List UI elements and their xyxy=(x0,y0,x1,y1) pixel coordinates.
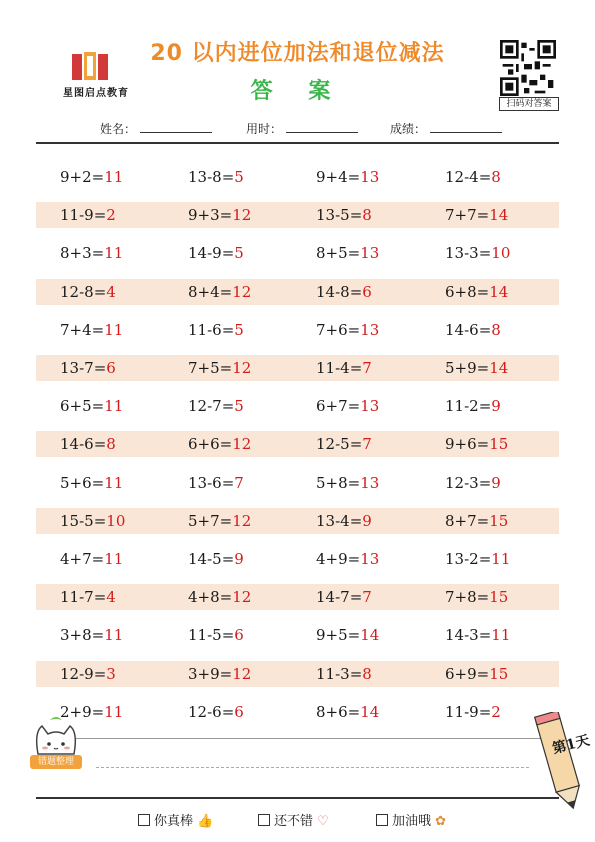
problem-expression: 7+8= xyxy=(445,588,490,607)
rating-great-label: 你真棒 xyxy=(154,814,194,829)
problem-expression: 5+8= xyxy=(316,473,361,492)
problem-answer: 13 xyxy=(360,320,380,339)
problem-expression: 12-8= xyxy=(60,282,107,301)
problem-expression: 9+3= xyxy=(188,206,233,225)
problem-answer: 2 xyxy=(491,702,501,721)
problem-item xyxy=(188,546,244,572)
problem-item xyxy=(188,355,251,381)
problem-row xyxy=(36,622,559,648)
score-blank[interactable] xyxy=(430,122,502,133)
problem-expression: 14-3= xyxy=(445,626,492,645)
problem-answer: 15 xyxy=(489,511,509,530)
problem-answer: 11 xyxy=(104,397,124,416)
problem-expression: 12-4= xyxy=(445,168,492,186)
qr-label: 扫码对答案 xyxy=(499,97,559,111)
problem-item xyxy=(316,584,372,610)
checkbox-good[interactable] xyxy=(258,814,270,826)
problem-expression: 12-7= xyxy=(188,397,235,416)
problem-row xyxy=(36,508,559,534)
checkbox-great[interactable] xyxy=(138,814,150,826)
problem-item xyxy=(316,164,379,190)
problem-answer: 6 xyxy=(362,282,372,301)
problem-answer: 11 xyxy=(491,550,511,568)
problem-answer: 14 xyxy=(360,702,380,721)
problem-item xyxy=(188,317,244,343)
thumbs-up-icon: 👍 xyxy=(197,814,214,829)
qr-code-icon xyxy=(500,40,556,96)
problem-item xyxy=(316,546,379,572)
problem-expression: 8+5= xyxy=(316,244,361,263)
problem-expression: 5+9= xyxy=(445,359,490,377)
problem-row xyxy=(36,584,559,610)
problem-answer: 4 xyxy=(106,588,116,607)
problem-row xyxy=(36,240,559,266)
problem-item xyxy=(188,164,244,190)
problem-answer: 8 xyxy=(362,206,372,225)
name-field[interactable] xyxy=(100,120,212,137)
problem-expression: 14-6= xyxy=(445,320,492,339)
problem-answer: 11 xyxy=(104,550,124,568)
problem-item xyxy=(316,431,372,457)
problem-item xyxy=(445,699,501,725)
problem-answer: 9 xyxy=(362,511,372,530)
problem-answer: 11 xyxy=(491,626,511,645)
problem-answer: 6 xyxy=(234,626,244,645)
problem-expression: 13-6= xyxy=(188,473,235,492)
problem-row xyxy=(36,393,559,419)
problem-expression: 12-5= xyxy=(316,435,363,454)
page-title: 20 以内进位加法和退位减法 xyxy=(150,41,445,66)
time-blank[interactable] xyxy=(286,122,358,133)
name-blank[interactable] xyxy=(140,122,212,133)
bird-icon: ✿ xyxy=(435,814,447,829)
problem-item xyxy=(445,202,508,228)
problem-item xyxy=(188,699,244,725)
problem-expression: 6+8= xyxy=(445,282,490,301)
problem-item xyxy=(445,317,501,343)
problem-answer: 10 xyxy=(106,511,126,530)
rating-good-label: 还不错 xyxy=(274,814,314,829)
problem-expression: 14-8= xyxy=(316,282,363,301)
problem-item xyxy=(445,279,508,305)
problem-expression: 6+5= xyxy=(60,397,105,416)
page-subtitle: 答 案 xyxy=(250,79,345,104)
problem-expression: 6+6= xyxy=(188,435,233,454)
problem-item xyxy=(316,622,379,648)
problem-answer: 10 xyxy=(491,244,511,263)
problem-expression: 7+4= xyxy=(60,320,105,339)
problem-expression: 11-2= xyxy=(445,397,492,416)
problem-answer: 11 xyxy=(104,320,124,339)
problem-item xyxy=(316,508,372,534)
problem-item xyxy=(188,622,244,648)
problem-item xyxy=(445,622,510,648)
problem-answer: 12 xyxy=(232,588,252,607)
problem-row xyxy=(36,355,559,381)
problem-item xyxy=(445,240,510,266)
problem-expression: 13-7= xyxy=(60,359,107,377)
problem-item xyxy=(188,470,244,496)
problem-item xyxy=(60,164,123,190)
problem-answer: 9 xyxy=(491,473,501,492)
problem-item xyxy=(188,508,251,534)
problem-expression: 11-6= xyxy=(188,320,235,339)
problem-item xyxy=(316,240,379,266)
problem-expression: 7+6= xyxy=(316,320,361,339)
problem-answer: 11 xyxy=(104,473,124,492)
heart-icon: ♡ xyxy=(317,814,329,829)
problem-answer: 5 xyxy=(234,244,244,263)
brand-name: 星图启点教育 xyxy=(63,88,129,99)
problem-expression: 12-9= xyxy=(60,664,107,683)
problem-answer: 11 xyxy=(104,626,124,645)
problem-item xyxy=(445,431,508,457)
problem-answer: 12 xyxy=(232,664,252,683)
problem-answer: 8 xyxy=(106,435,116,454)
problem-item xyxy=(60,393,123,419)
problem-answer: 7 xyxy=(362,359,372,377)
problem-answer: 15 xyxy=(489,664,509,683)
rating-option-keep-going[interactable] xyxy=(376,810,446,829)
problem-item xyxy=(445,164,501,190)
time-label: 用时： xyxy=(246,122,283,136)
problem-row xyxy=(36,164,559,190)
problem-expression: 4+8= xyxy=(188,588,233,607)
problem-item xyxy=(60,317,123,343)
problem-answer: 5 xyxy=(234,168,244,186)
problem-answer: 11 xyxy=(104,702,124,721)
problem-answer: 3 xyxy=(106,664,116,683)
problem-item xyxy=(445,470,501,496)
problem-item xyxy=(60,661,116,687)
problem-answer: 14 xyxy=(489,282,509,301)
problem-answer: 9 xyxy=(234,550,244,568)
problem-expression: 4+7= xyxy=(60,550,105,568)
problem-item xyxy=(60,202,116,228)
problem-expression: 13-3= xyxy=(445,244,492,263)
score-label: 成绩： xyxy=(390,122,427,136)
problem-expression: 5+6= xyxy=(60,473,105,492)
day-label: 第1天 xyxy=(550,732,592,758)
problem-item xyxy=(60,584,116,610)
problem-expression: 11-7= xyxy=(60,588,107,607)
problem-item xyxy=(60,508,125,534)
problem-item xyxy=(60,546,123,572)
problem-item xyxy=(60,240,123,266)
header-divider xyxy=(36,142,559,144)
problem-expression: 14-9= xyxy=(188,244,235,263)
problem-item xyxy=(188,584,251,610)
problem-item xyxy=(445,393,501,419)
problem-expression: 13-8= xyxy=(188,168,235,186)
problem-answer: 7 xyxy=(234,473,244,492)
rating-option-good[interactable] xyxy=(258,810,329,829)
problem-item xyxy=(316,470,379,496)
problem-item xyxy=(316,393,379,419)
problem-expression: 3+8= xyxy=(60,626,105,645)
problem-item xyxy=(316,661,372,687)
problem-expression: 2+9= xyxy=(60,702,105,721)
problem-item xyxy=(445,546,510,572)
problem-answer: 12 xyxy=(232,359,252,377)
problem-answer: 13 xyxy=(360,550,380,568)
problem-row xyxy=(36,470,559,496)
problem-answer: 4 xyxy=(106,282,116,301)
problem-expression: 11-9= xyxy=(60,206,107,225)
problem-answer: 13 xyxy=(360,168,380,186)
problem-item xyxy=(188,393,244,419)
problem-expression: 8+4= xyxy=(188,282,233,301)
problem-expression: 11-3= xyxy=(316,664,363,683)
problem-expression: 11-5= xyxy=(188,626,235,645)
problem-answer: 7 xyxy=(362,435,372,454)
problem-item xyxy=(188,431,251,457)
problem-answer: 6 xyxy=(234,702,244,721)
problem-expression: 9+4= xyxy=(316,168,361,186)
problem-answer: 14 xyxy=(489,359,509,377)
problem-answer: 15 xyxy=(489,588,509,607)
problem-expression: 7+7= xyxy=(445,206,490,225)
problem-item xyxy=(60,470,123,496)
problem-expression: 11-9= xyxy=(445,702,492,721)
problem-answer: 14 xyxy=(360,626,380,645)
problem-item xyxy=(188,279,251,305)
score-field[interactable] xyxy=(390,120,502,137)
problem-expression: 9+5= xyxy=(316,626,361,645)
problem-answer: 8 xyxy=(362,664,372,683)
problem-item xyxy=(316,202,372,228)
problem-answer: 5 xyxy=(234,397,244,416)
problem-answer: 12 xyxy=(232,206,252,225)
problem-item xyxy=(188,202,251,228)
problem-expression: 13-4= xyxy=(316,511,363,530)
problem-expression: 8+7= xyxy=(445,511,490,530)
problem-answer: 13 xyxy=(360,397,380,416)
problem-row xyxy=(36,431,559,457)
problem-expression: 8+6= xyxy=(316,702,361,721)
problem-answer: 12 xyxy=(232,435,252,454)
problem-answer: 12 xyxy=(232,282,252,301)
problem-expression: 13-5= xyxy=(316,206,363,225)
rating-keep-going-label: 加油哦 xyxy=(392,814,432,829)
problem-expression: 13-2= xyxy=(445,550,492,568)
problem-row xyxy=(36,699,559,725)
problem-item xyxy=(316,355,372,381)
problem-expression: 9+2= xyxy=(60,168,105,186)
problem-item xyxy=(60,279,116,305)
problem-expression: 4+9= xyxy=(316,550,361,568)
problem-item xyxy=(316,279,372,305)
problem-item xyxy=(316,699,379,725)
problem-answer: 11 xyxy=(104,244,124,263)
problem-expression: 11-4= xyxy=(316,359,363,377)
problem-expression: 12-3= xyxy=(445,473,492,492)
problem-expression: 6+7= xyxy=(316,397,361,416)
problem-expression: 14-7= xyxy=(316,588,363,607)
checkbox-keep-going[interactable] xyxy=(376,814,388,826)
error-box-label: 错题整理 xyxy=(30,755,82,769)
pencil-icon xyxy=(530,712,590,812)
name-label: 姓名： xyxy=(100,122,137,136)
problem-answer: 5 xyxy=(234,320,244,339)
problem-item xyxy=(60,622,123,648)
writing-line xyxy=(96,767,529,768)
problem-answer: 8 xyxy=(491,168,501,186)
problem-answer: 2 xyxy=(106,206,116,225)
problem-expression: 9+6= xyxy=(445,435,490,454)
problem-expression: 6+9= xyxy=(445,664,490,683)
error-collection-box xyxy=(36,738,559,799)
problem-expression: 14-6= xyxy=(60,435,107,454)
problem-item xyxy=(445,355,508,381)
problem-item xyxy=(445,661,508,687)
problem-answer: 6 xyxy=(106,359,116,377)
problem-item xyxy=(60,431,116,457)
problem-row xyxy=(36,661,559,687)
problem-row xyxy=(36,317,559,343)
problem-expression: 12-6= xyxy=(188,702,235,721)
problem-answer: 8 xyxy=(491,320,501,339)
problem-row xyxy=(36,279,559,305)
problem-answer: 13 xyxy=(360,244,380,263)
problem-item xyxy=(445,508,508,534)
problem-answer: 15 xyxy=(489,435,509,454)
problem-expression: 15-5= xyxy=(60,511,107,530)
problem-item xyxy=(316,317,379,343)
problem-answer: 12 xyxy=(232,511,252,530)
problem-expression: 3+9= xyxy=(188,664,233,683)
problem-item xyxy=(188,240,244,266)
time-field[interactable] xyxy=(246,120,358,137)
problem-expression: 5+7= xyxy=(188,511,233,530)
problem-answer: 9 xyxy=(491,397,501,416)
problem-item xyxy=(188,661,251,687)
problem-answer: 11 xyxy=(104,168,124,186)
problem-answer: 7 xyxy=(362,588,372,607)
problem-answer: 13 xyxy=(360,473,380,492)
problem-expression: 8+3= xyxy=(60,244,105,263)
problem-expression: 14-5= xyxy=(188,550,235,568)
problem-answer: 14 xyxy=(489,206,509,225)
problem-expression: 7+5= xyxy=(188,359,233,377)
rating-option-great[interactable] xyxy=(138,810,213,829)
problem-item xyxy=(60,355,116,381)
problem-item xyxy=(445,584,508,610)
problem-row xyxy=(36,546,559,572)
problem-row xyxy=(36,202,559,228)
